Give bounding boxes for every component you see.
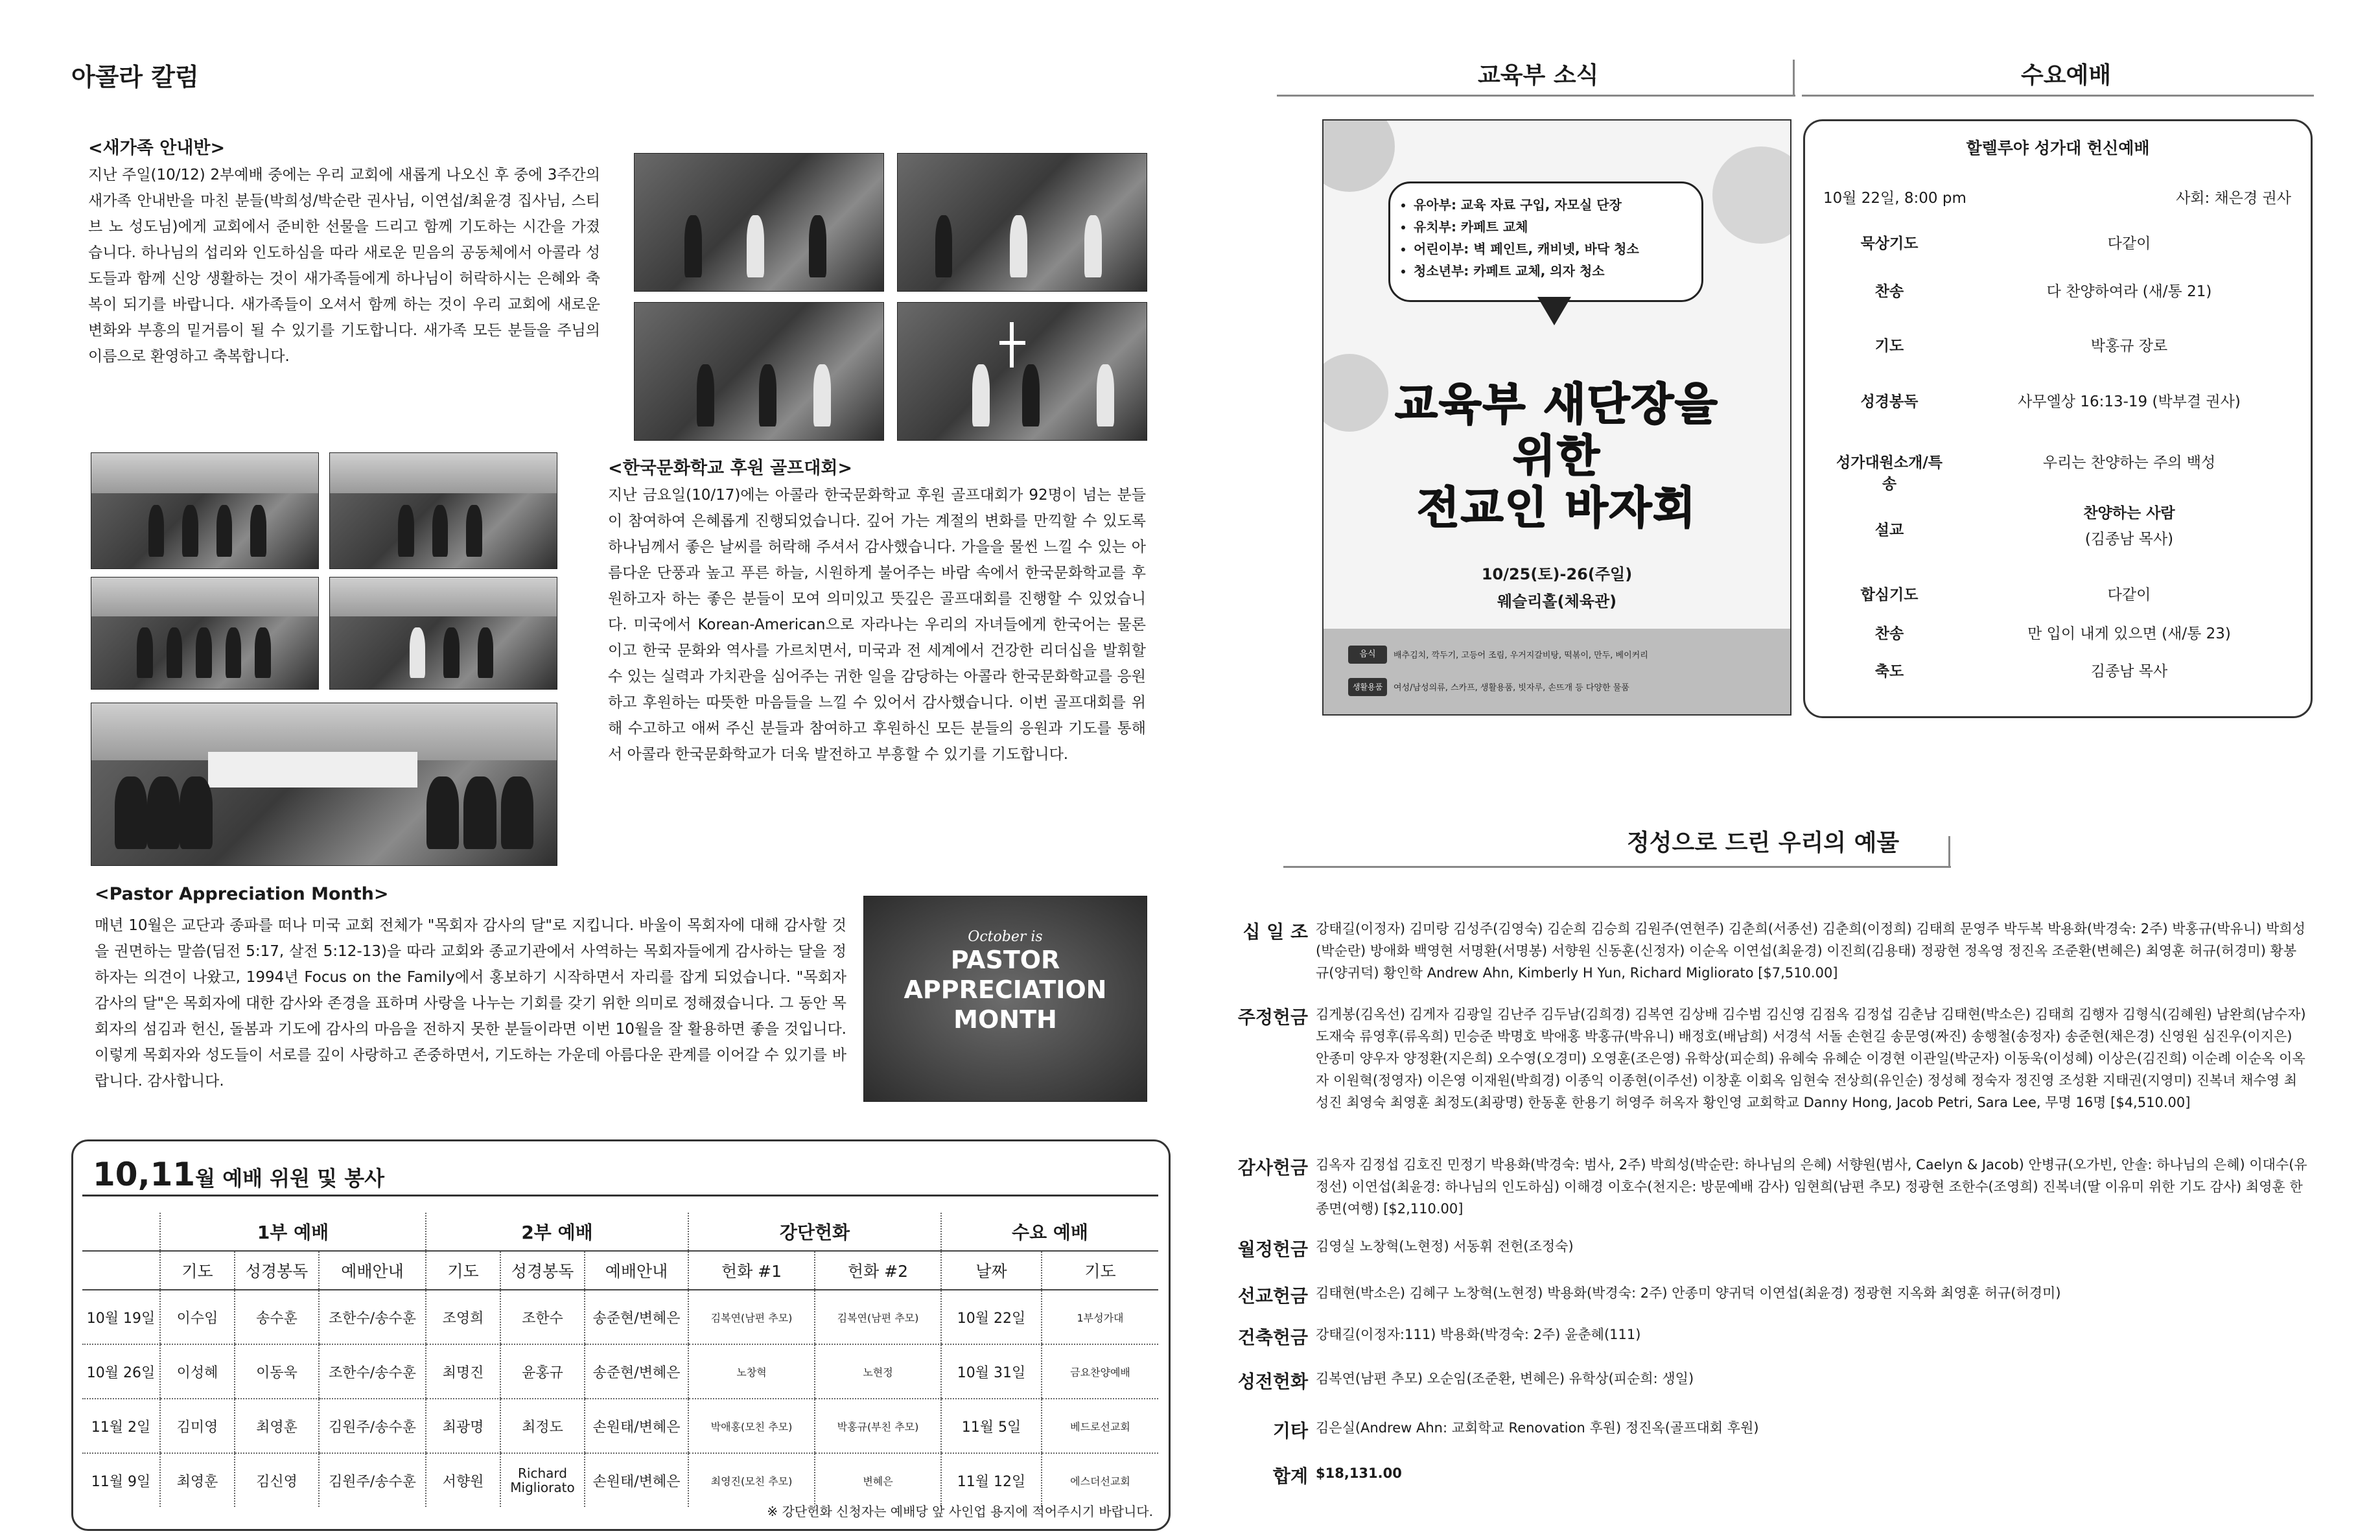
order-value: 김종남 목사 xyxy=(2090,663,2168,680)
order-value: 다 찬양하여라 (새/통 21) xyxy=(2046,283,2212,300)
offering-text: 김옥자 김정섭 김호진 민정기 박용화(박경숙: 범사, 2주) 박희성(박순란: 하나님의 은혜) 서향원(범사, Caelyn & Jacob) 안병규(오가빈, 안솔: 하나님의 은혜) 이대수(유정선) 이연섭(최윤경: 하나님의 인도하심) 이해경 이호수(천지은: 방문예배 감사) 임현희(남편 추모) 정광현 조한수(조영희) 진복녀(딸 이유미 위한 기도 감사) 최영훈 한종면(여행) [$2,110.00] xyxy=(1316,1157,2307,1217)
newcomer-photo-4 xyxy=(897,302,1147,441)
order-label: 찬송 xyxy=(1874,283,1904,300)
order-value: 박홍규 장로 xyxy=(2090,338,2168,355)
pastor-text: 매년 10월은 교단과 종파를 떠나 미국 교회 전체가 "목회자 감사의 달"로 지킵니다. 바울이 목회자에 대해 감사할 것을 권면하는 말씀(딤전 5:17, 살전 5:12-13)을 따라 교회와 종교기관에서 사역하는 목회자들에게 감사하는 달을 정하자는 의견이 나왔고, 1994년 Focus on the Family에서 홍보하기 시작하면서 자리를 잡게 되었습니다. "목회자 감사의 달"은 목회자에 대한 감사와 존경을 표하며 사랑을 나누는 기회를 갖기 위한 의미로 정해졌습니다. 그 동안 목회자의 섬김과 헌신, 돌봄과 기도에 감사의 마음을 전하지 못한 분들이라면 이번 10월을 잘 활용하면 좋을 것입니다. 이렇게 목회자와 성도들이 서로를 깊이 사랑하고 존중하면서, 기도하는 가운데 아름다운 관계를 이어갈 수 있기를 바랍니다. 감사합니다. xyxy=(95,917,846,1090)
offering-label: 감사헌금 xyxy=(1237,1157,1308,1178)
cell: 베드로선교회 xyxy=(1042,1399,1158,1453)
group-1st-service: 1부 예배 xyxy=(160,1213,426,1251)
cell: 11월 12일 xyxy=(941,1453,1042,1507)
bazaar-poster xyxy=(1322,119,1791,716)
badge-line-2: APPRECIATION xyxy=(904,975,1107,1004)
cell: 김신영 xyxy=(235,1453,319,1507)
offering-text: 김은실(Andrew Ahn: 교회학교 Renovation 후원) 정진옥(골프대회 후원) xyxy=(1316,1420,1759,1436)
order-label: 성가대원소개/특송 xyxy=(1836,454,1942,493)
offering-label: 성전헌화 xyxy=(1237,1371,1308,1392)
bazaar-bullet: • 어린이부: 벽 페인트, 캐비넷, 바닥 청소 xyxy=(1414,238,1701,260)
order-label: 성경봉독 xyxy=(1860,393,1919,410)
col-header: 기도 xyxy=(160,1251,235,1290)
wednesday-title: 수요예배 xyxy=(2021,62,2112,89)
cell: 손원태/변혜은 xyxy=(585,1453,688,1507)
bazaar-bullet: • 청소년부: 카페트 교체, 의자 청소 xyxy=(1414,260,1701,282)
offering-text: 김영실 노창혁(노현정) 서동휘 전헌(조정숙) xyxy=(1316,1239,1574,1254)
cell: 김복연(남편 추모) xyxy=(688,1290,815,1344)
cell: 에스더선교회 xyxy=(1042,1453,1158,1507)
bazaar-bullet: • 유치부: 카페트 교체 xyxy=(1414,216,1701,238)
table-row xyxy=(82,1290,1158,1344)
order-value: 만 입이 내게 있으면 (새/통 23) xyxy=(2027,625,2231,642)
order-label: 찬송 xyxy=(1874,625,1904,642)
golf-text: 지난 금요일(10/17)에는 아콜라 한국문화학교 후원 골프대회가 92명이 넘는 분들이 참여하여 은혜롭게 진행되었습니다. 깊어 가는 계절의 변화를 만끽할 수 있도록 하나님께서 좋은 날씨를 허락해 주셔서 감사했습니다. 가을을 물씬 느낄 수 있는 아름다운 단풍과 높고 푸른 하늘, 시원하게 불어주는 바람 속에서 한국문화학교를 후원하고자 하는 좋은 분들이 모여 의미있고 뜻깊은 골프대회를 진행할 수 있었습니다. 미국에서 Korean-American으로 자라나는 우리의 자녀들에게 한국어는 물론이고 한국 문화와 역사를 가르치면서, 미국과 전 세계에서 건강한 리더십을 발휘할 수 있는 실력과 가치관을 심어주는 귀한 일을 감당하는 아콜라 한국문화학교를 응원하고 후원하는 따뜻한 마음들을 느낄 수 있어서 감사했습니다. 이번 골프대회를 위해 수고하고 애써 주신 분들과 참여하고 후원하신 모든 분들의 응원과 기도를 통해서 아콜라 한국문화학교가 더욱 발전하고 부흥할 수 있기를 기도합니다. xyxy=(608,487,1146,763)
col-header: 성경봉독 xyxy=(235,1251,319,1290)
bazaar-bullet: • 유아부: 교육 자료 구입, 자모실 단장 xyxy=(1414,194,1701,216)
schedule-note: ※ 강단헌화 신청자는 예배당 앞 사인업 용지에 적어주시기 바랍니다. xyxy=(767,1504,1153,1519)
newcomer-photo-2 xyxy=(897,153,1147,292)
group-wednesday: 수요 예배 xyxy=(941,1213,1158,1251)
cell: 이동욱 xyxy=(235,1344,319,1399)
col-header: 성경봉독 xyxy=(500,1251,585,1290)
cell: 김원주/송수훈 xyxy=(319,1399,426,1453)
table-row xyxy=(82,1344,1158,1399)
cell: 11월 5일 xyxy=(941,1399,1042,1453)
service-title: 할렐루야 성가대 헌신예배 xyxy=(1966,139,2150,158)
cell: 이성혜 xyxy=(160,1344,235,1399)
schedule-title xyxy=(93,1156,384,1193)
offering-total-label: 합계 xyxy=(1272,1465,1308,1487)
col-header: 예배안내 xyxy=(319,1251,426,1290)
col-header: 예배안내 xyxy=(585,1251,688,1290)
cell: 1부성가대 xyxy=(1042,1290,1158,1344)
service-datetime: 10월 22일, 8:00 pm xyxy=(1823,190,1966,207)
offering-text: 김복연(남편 추모) 오순임(조준환, 변혜은) 유학상(피순희: 생일) xyxy=(1316,1371,1694,1386)
cell: 조한수/송수훈 xyxy=(319,1344,426,1399)
order-label: 축도 xyxy=(1874,663,1904,680)
golf-photo-2 xyxy=(329,452,557,569)
cell: 김복연(남편 추모) xyxy=(815,1290,941,1344)
cell: 윤홍규 xyxy=(500,1344,585,1399)
poster-line-3: 전교인 바자회 xyxy=(1417,483,1697,534)
cell: 최영훈 xyxy=(235,1399,319,1453)
golf-photo-4 xyxy=(329,577,557,690)
offering-label: 십 일 조 xyxy=(1242,921,1308,942)
service-host: 사회: 채은경 권사 xyxy=(2176,190,2291,207)
offering-label: 선교헌금 xyxy=(1237,1285,1308,1307)
offering-text: 강태길(이정자) 김미랑 김성주(김영숙) 김순희 김승희 김원주(연현주) 김춘희(서종선) 김춘희(이정희) 김태희 문영주 박두복 박용화(박경숙: 2주) 박홍규(박유니) 박희성(박순란) 방애화 백영현 서명환(서명봉) 서향원 신동훈(신정자) 이순옥 이연섭(최윤경) 이진희(김용태) 정광현 정옥영 정진옥 조준환(변혜은) 최영훈 허규(허경미) 황봉규(양귀덕) 황인학 Andrew Ahn, Kimberly H Yun, Richard Migliorato [$7,510.00] xyxy=(1316,921,2305,981)
cell: 박애홍(모친 추모) xyxy=(688,1399,815,1453)
bazaar-date: 10/25(토)-26(주일) xyxy=(1481,565,1633,583)
col-header: 기도 xyxy=(1042,1251,1158,1290)
col-header: 날짜 xyxy=(941,1251,1042,1290)
offerings-title-divider xyxy=(1948,836,1950,867)
food-items: 배추김치, 깍두기, 고등어 조림, 우거지갈비탕, 떡볶이, 만두, 베이커리 xyxy=(1394,651,1648,660)
newcomer-heading: <새가족 안내반> xyxy=(88,138,226,158)
wednesday-title-rule xyxy=(1802,95,2314,97)
order-value: 찬양하는 사람 xyxy=(2083,505,2175,522)
offering-text: 김게봉(김옥선) 김게자 김광일 김난주 김두남(김희경) 김복연 김상배 김수범 김신영 김점옥 김정섭 김춘남 김태현(박소은) 김태희 김행자 김형식(김혜원) 남완희(남수자) 도재숙 류영후(류옥희) 민승준 박명호 박애홍 박홍규(박유니) 배정호(배남희) 서경석 서돌 손현길 송문영(짜진) 송행철(송정자) 송준현(채은경) 신영원 심진우(이지은) 안종미 양우자 양정환(지은희) 오수영(오경미) 오영훈(조은영) 유학상(피순희) 유혜숙 유혜순 이경현 이관일(박군자) 이동욱(이성혜) 이상은(김진희) 이순례 이순옥 이옥자 이원혁(정영자) 이은영 이재원(박희경) 이종익 이종현(이주선) 이창훈 이회옥 임현숙 전상희(유인순) 정성혜 정숙자 정진영 조성환 지태권(지영미) 진복녀 채수영 최성진 최영숙 최영훈 최정도(최광명) 한동훈 한용기 허영주 허옥자 황인영 교회학교 Danny Hong, Jacob Petri, Sara Lee, 무명 16명 [$4,510.00] xyxy=(1316,1007,2306,1110)
table-row xyxy=(82,1453,1158,1507)
pastor-appreciation-badge xyxy=(863,896,1147,1102)
cell: 최광명 xyxy=(426,1399,500,1453)
cell: 노현정 xyxy=(815,1344,941,1399)
cell: 10월 19일 xyxy=(82,1290,160,1344)
offering-total: $18,131.00 xyxy=(1316,1465,1402,1481)
golf-photo-1 xyxy=(91,452,319,569)
offering-label: 월정헌금 xyxy=(1237,1239,1308,1260)
cell: 10월 31일 xyxy=(941,1344,1042,1399)
golf-heading: <한국문화학교 후원 골프대회> xyxy=(608,458,853,478)
cell: 최정도 xyxy=(500,1399,585,1453)
cell: 조한수 xyxy=(500,1290,585,1344)
badge-line-1: PASTOR xyxy=(950,946,1060,974)
order-value-2: (김종남 목사) xyxy=(2084,531,2174,548)
bazaar-bubble xyxy=(1388,181,1703,302)
badge-script: October is xyxy=(968,929,1043,945)
wednesday-service-box xyxy=(1803,119,2313,718)
cell: 11월 9일 xyxy=(91,1473,151,1490)
group-2nd-service: 2부 예배 xyxy=(426,1213,688,1251)
cell: 손원태/변혜은 xyxy=(585,1399,688,1453)
offering-text: 강태길(이정자:111) 박용화(박경숙: 2주) 윤춘혜(111) xyxy=(1316,1327,1641,1342)
schedule-title-rule xyxy=(82,1195,1158,1196)
cell: 조영희 xyxy=(426,1290,500,1344)
cell: 금요찬양예배 xyxy=(1042,1344,1158,1399)
poster-line-1: 교육부 새단장을 xyxy=(1395,379,1719,430)
order-value: 다같이 xyxy=(2107,587,2151,603)
cell: 노창혁 xyxy=(688,1344,815,1399)
cell: 박홍규(부친 추모) xyxy=(815,1399,941,1453)
order-value: 다같이 xyxy=(2107,235,2151,252)
cell: 송준현/변혜은 xyxy=(585,1290,688,1344)
group-altar-flowers: 강단헌화 xyxy=(688,1213,941,1251)
col-header: 헌화 #1 xyxy=(688,1251,815,1290)
offerings-title: 정성으로 드린 우리의 예물 xyxy=(1627,830,1900,856)
newcomer-photo-3 xyxy=(634,302,884,441)
worship-schedule xyxy=(71,1139,1171,1531)
goods-tag: 생활용품 xyxy=(1348,678,1387,696)
offering-label: 기타 xyxy=(1272,1420,1308,1441)
cell: 송준현/변혜은 xyxy=(585,1344,688,1399)
golf-group-photo xyxy=(91,703,557,866)
order-label: 합심기도 xyxy=(1860,587,1919,603)
pastor-heading: <Pastor Appreciation Month> xyxy=(95,884,389,904)
newcomer-photo-1 xyxy=(634,153,884,292)
cell: 11월 2일 xyxy=(82,1399,160,1453)
title-divider xyxy=(1793,60,1795,96)
cell: 변혜은 xyxy=(815,1453,941,1507)
col-header: 기도 xyxy=(426,1251,500,1290)
cell: 조한수/송수훈 xyxy=(319,1290,426,1344)
cell: 송수훈 xyxy=(235,1290,319,1344)
golf-photo-3 xyxy=(91,577,319,690)
education-title: 교육부 소식 xyxy=(1478,62,1599,89)
cell: 서향원 xyxy=(426,1453,500,1507)
cell: 김미영 xyxy=(160,1399,235,1453)
order-label: 설교 xyxy=(1874,522,1904,539)
cell: Richard Migliorato xyxy=(500,1453,585,1507)
education-title-rule xyxy=(1277,95,1795,97)
newcomer-text: 지난 주일(10/12) 2부예배 중에는 우리 교회에 새롭게 나오신 후 중에 3주간의 새가족 안내반을 마친 분들(박희성/박순란 권사님, 이연섭/최윤경 집사님, 스티브 노 성도님)에게 교회에서 준비한 선물을 드리고 함께 기도하는 시간을 가졌습니다. 하나님의 섭리와 인도하심을 따라 새로운 믿음의 공동체에서 아콜라 성도들과 함께 신앙 생활하는 것이 새가족들에게 하나님이 허락하시는 은혜와 축복이 되기를 바랍니다. 새가족들이 오셔서 함께 하는 것이 우리 교회에 새로운 변화와 부흥의 밑거름이 될 수 있기를 기도합니다. 새가족 모든 분들을 주님의 이름으로 환영하고 축복합니다. xyxy=(88,167,600,365)
bazaar-place: 웨슬리홀(체육관) xyxy=(1497,592,1617,611)
schedule-title-num: 10,11 xyxy=(93,1156,196,1193)
order-value: 사무엘상 16:13-19 (박부결 권사) xyxy=(2018,393,2241,410)
offering-label: 주정헌금 xyxy=(1237,1007,1308,1028)
order-value: 우리는 찬양하는 주의 백성 xyxy=(2042,454,2216,471)
cell: 10월 26일 xyxy=(82,1344,160,1399)
schedule-title-rest: 월 예배 위원 및 봉사 xyxy=(195,1166,385,1191)
col-header: 헌화 #2 xyxy=(815,1251,941,1290)
cell: 최영진(모친 추모) xyxy=(688,1453,815,1507)
cell: 10월 22일 xyxy=(941,1290,1042,1344)
poster-footer xyxy=(1324,629,1790,714)
table-row xyxy=(82,1399,1158,1453)
order-label: 묵상기도 xyxy=(1860,235,1919,252)
cell: 김원주/송수훈 xyxy=(319,1453,426,1507)
cell: 이수임 xyxy=(160,1290,235,1344)
schedule-table xyxy=(82,1213,1158,1507)
badge-line-3: MONTH xyxy=(953,1005,1057,1034)
food-tag: 음식 xyxy=(1348,646,1387,664)
offering-label: 건축헌금 xyxy=(1237,1327,1308,1348)
cell: 최명진 xyxy=(426,1344,500,1399)
poster-line-2: 위한 xyxy=(1513,431,1601,482)
offerings-title-rule xyxy=(1283,866,1951,868)
goods-items: 여성/남성의류, 스카프, 생활용품, 빗자루, 손뜨개 등 다양한 물품 xyxy=(1394,683,1629,693)
cell: 최영훈 xyxy=(160,1453,235,1507)
order-label: 기도 xyxy=(1874,338,1904,355)
column-title: 아콜라 칼럼 xyxy=(71,63,199,91)
offering-text: 김태현(박소은) 김혜구 노창혁(노현정) 박용화(박경숙: 2주) 안종미 양귀덕 이연섭(최윤경) 정광현 지옥화 최영훈 허규(허경미) xyxy=(1316,1285,2061,1301)
